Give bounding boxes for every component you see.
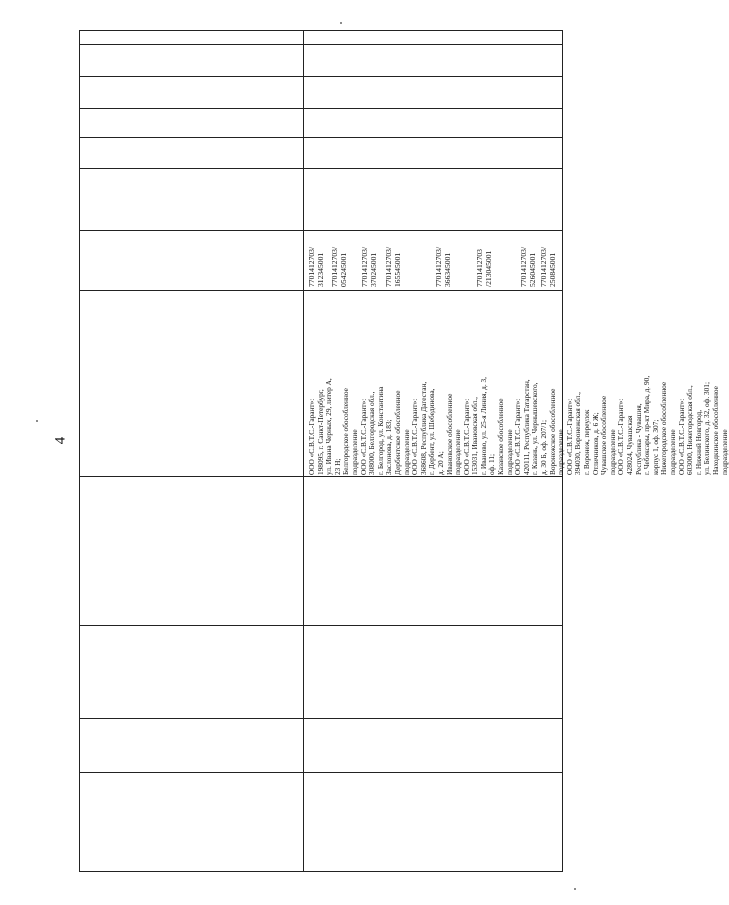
- table-divider: [80, 76, 562, 77]
- codes-cell: [308, 97, 332, 287]
- address-line: ООО «С.В.Т.С.-Гарант»:: [513, 398, 523, 475]
- code-line: 250845001: [547, 252, 557, 287]
- code-entry: [385, 247, 403, 287]
- code-line: 370245001: [368, 252, 378, 287]
- code-entry: [540, 247, 558, 287]
- address-line: Ивановское обособленное: [444, 393, 454, 475]
- code-line: 7701412703/: [384, 246, 393, 287]
- code-entry: [331, 247, 349, 287]
- code-line: 7701412703/: [360, 246, 369, 287]
- table-divider: [80, 718, 562, 719]
- address-line: Казанское обособленное: [496, 398, 506, 475]
- code-entry: [476, 249, 494, 287]
- address-line: Воронежское обособленное: [547, 388, 557, 475]
- address-line: ООО «С.В.Т.С.-Гарант»:: [676, 398, 686, 475]
- code-line: 366345001: [442, 252, 452, 287]
- code-entry: [520, 247, 538, 287]
- code-line: 312345001: [315, 252, 325, 287]
- address-line: подразделение: [667, 429, 677, 475]
- code-line: 7701412703/: [307, 246, 316, 287]
- address-line: Чувашское обособленное: [599, 395, 609, 475]
- address-line: ООО «С.В.Т.С.-Гарант»:: [564, 398, 574, 475]
- address-line: 368608, Республика Дагестан,: [418, 381, 428, 475]
- address-line: подразделение: [607, 429, 617, 475]
- table-divider: [80, 625, 562, 626]
- address-line: г. Нижний Новгород,: [693, 409, 703, 475]
- address-line: 308000, Белгородская обл.,: [367, 391, 377, 475]
- address-line: 153031, Ивановская обл.,: [470, 397, 480, 475]
- addresses-cell: [308, 291, 729, 475]
- address-line: Отличников, д. 6 Ж;: [590, 412, 600, 475]
- code-entry: [361, 247, 379, 287]
- codes-cell: [435, 97, 459, 287]
- code-entry: [308, 247, 326, 287]
- code-line: 165545001: [392, 252, 402, 287]
- address-line: оф. 11;: [487, 453, 497, 475]
- scan-speck: [340, 22, 342, 24]
- address-line: ООО «С.В.Т.С.-Гарант»:: [461, 398, 471, 475]
- table-divider: [80, 772, 562, 773]
- code-entry: [435, 247, 453, 287]
- table-divider: [80, 476, 562, 477]
- address-line: Республика - Чувашия,: [633, 403, 643, 475]
- address-line: Нижегородское обособленное: [659, 381, 669, 475]
- address-line: подразделение: [504, 429, 514, 475]
- address-line: Заслонова, д. 183;: [384, 419, 394, 475]
- scan-speck: [36, 420, 38, 422]
- rotated-table: [79, 30, 729, 872]
- address-line: 394030, Воронежская обл.,: [573, 392, 583, 475]
- address-line: г. Казань, ул. Чернышевского,: [530, 382, 540, 475]
- code-line: 7701412703: [475, 249, 484, 287]
- address-line: г. Иваново, ул. 25-я Линия, д. 3,: [478, 377, 488, 475]
- address-line: ООО «С.В.Т.С.-Гарант»:: [616, 398, 626, 475]
- address-line: подразделение: [719, 429, 729, 475]
- code-line: 054245001: [338, 252, 348, 287]
- address-line: г. Дербент, ул. Шебединова,: [427, 388, 437, 475]
- address-line: подразделение: [349, 429, 359, 475]
- code-line: 526045001: [527, 252, 537, 287]
- table-row-divider: [303, 31, 304, 871]
- address-line: г. Воронеж, переулок: [582, 409, 591, 475]
- codes-cell: [540, 97, 564, 287]
- table-divider: [80, 44, 562, 45]
- code-line: 7701412703/: [539, 246, 548, 287]
- address-line: 603000, Нижегородская обл.,: [685, 385, 695, 475]
- code-line: 7701412703/: [519, 246, 528, 287]
- address-line: подразделение: [453, 429, 463, 475]
- address-line: корпус 1, оф. 307;: [650, 419, 660, 475]
- address-line: ООО «С.В.Т.С.-Гарант»:: [307, 398, 316, 475]
- codes-cell: [361, 97, 385, 287]
- address-line: 420111, Республика Татарстан,: [521, 379, 531, 475]
- codes-cell: [331, 97, 355, 287]
- code-line: 7701412703/: [434, 246, 443, 287]
- address-line: Дербентское обособленное: [392, 390, 402, 475]
- address-line: 23 Н;: [332, 458, 342, 475]
- address-line: ООО «С.В.Т.С.-Гарант»:: [410, 398, 420, 475]
- code-line: /213045001: [483, 250, 493, 287]
- address-line: ООО «С.В.Т.С.-Гарант»:: [358, 398, 368, 475]
- codes-cell: [385, 97, 409, 287]
- address-line: подразделение: [556, 429, 566, 475]
- address-line: ул. Ивана Черных, 29, литер А,: [324, 378, 334, 475]
- page-number: 4: [52, 436, 69, 445]
- address-line: Белгородское обособленное: [341, 388, 351, 475]
- address-line: 428024, Чувашская: [624, 415, 634, 475]
- codes-cell: [476, 97, 500, 287]
- address-line: д. 30 Б, оф. 207/1;: [539, 420, 549, 475]
- address-line: Находкинское обособленное: [710, 386, 720, 475]
- address-line: ул. Белинского, д. 32, оф. 301;: [702, 382, 712, 475]
- address-line: г. Белгород, ул. Константина: [375, 386, 385, 475]
- address-line: д. 20 А;: [435, 451, 445, 475]
- scan-speck: [574, 888, 576, 890]
- code-line: 7701412703/: [330, 246, 339, 287]
- address-line: 198095, г. Санкт-Петербург,: [315, 389, 325, 475]
- address-line: подразделение: [401, 429, 411, 475]
- address-line: г. Чебоксары, пр-кт Мира, д. 90,: [642, 375, 652, 475]
